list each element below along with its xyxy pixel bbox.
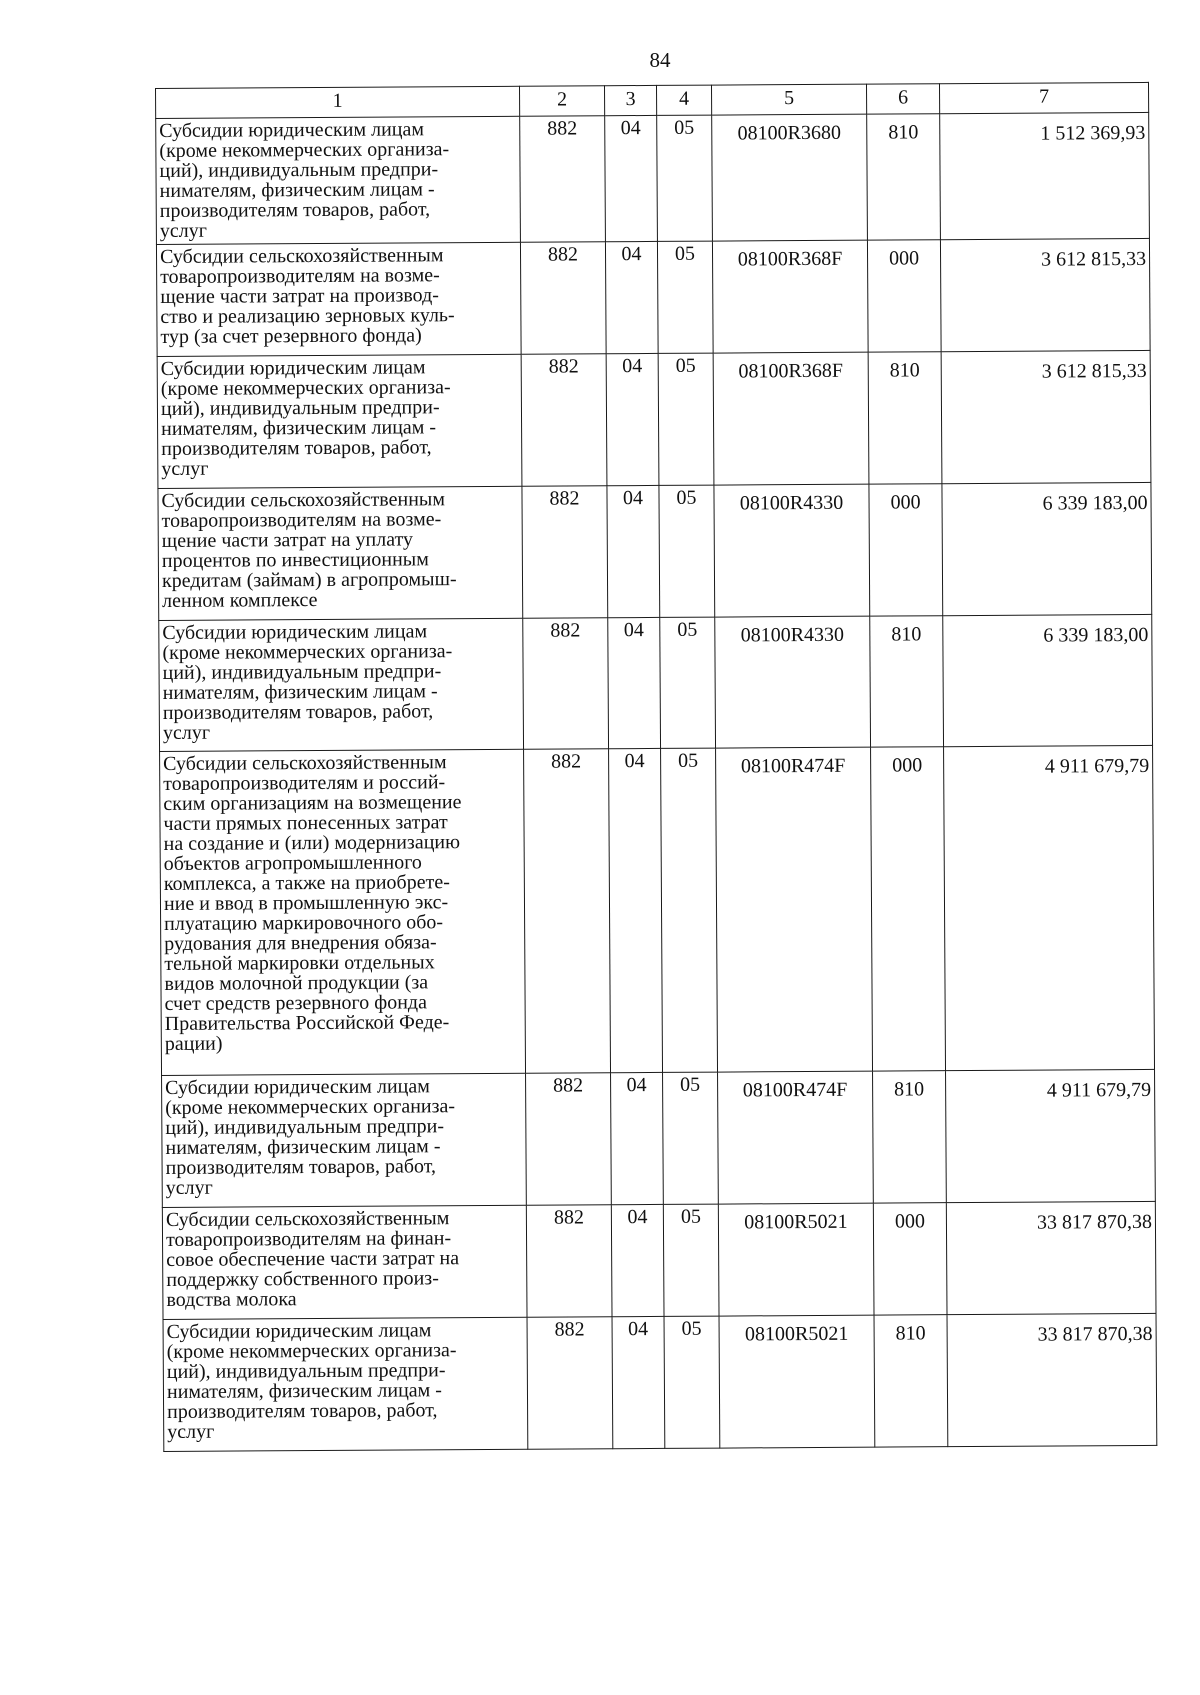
- target-article-cell: 08100R5021: [718, 1203, 874, 1316]
- expense-name: Субсидии юридическим лицам (кроме некоммерческих организа- ций), индивидуальным предпри- нимателям, физическим лицам - производителям товаров, работ, услуг: [165, 1075, 456, 1199]
- expense-name-cell: [156, 116, 521, 244]
- table-row: [162, 1201, 1156, 1319]
- ministry-code-cell: 882: [520, 242, 606, 355]
- column-header: 1: [156, 86, 520, 118]
- column-header: 3: [604, 85, 656, 115]
- target-article-cell: 08100R4330: [714, 484, 870, 617]
- ministry-code-cell: 882: [524, 749, 611, 1074]
- amount-cell: 3 612 815,33: [940, 238, 1150, 351]
- column-header: 5: [711, 84, 866, 115]
- section-code-cell: 04: [608, 617, 661, 748]
- ministry-code-cell: 882: [520, 116, 606, 243]
- expense-type-cell: 000: [867, 240, 941, 352]
- amount-cell: 4 911 679,79: [944, 745, 1155, 1070]
- target-article-cell: 08100R368F: [712, 240, 868, 353]
- subsection-code-cell: 05: [660, 617, 716, 748]
- expense-type-cell: 810: [870, 616, 944, 747]
- table-row: [156, 112, 1150, 244]
- expense-type-cell: 000: [871, 747, 946, 1071]
- expense-name-cell: [162, 1205, 527, 1319]
- expense-type-cell: 000: [873, 1203, 947, 1315]
- column-header: 6: [866, 84, 939, 114]
- target-article-cell: 08100R5021: [719, 1315, 875, 1448]
- ministry-code-cell: 882: [523, 618, 609, 750]
- expense-name-cell: [160, 749, 526, 1075]
- target-article-cell: 08100R4330: [715, 616, 871, 748]
- table-row: [159, 614, 1153, 751]
- subsection-code-cell: 05: [663, 1072, 719, 1204]
- expense-name-cell: [157, 354, 522, 488]
- expense-name-cell: [162, 1073, 527, 1207]
- section-code-cell: 04: [612, 1316, 665, 1448]
- subsection-code-cell: 05: [657, 241, 713, 353]
- section-code-cell: 04: [605, 115, 658, 241]
- expense-name-cell: [158, 486, 523, 620]
- expense-type-cell: 810: [867, 114, 941, 240]
- expense-name-cell: [156, 242, 521, 356]
- expense-name: Субсидии юридическим лицам (кроме некоммерческих организа- ций), индивидуальным предпри- нимателям, физическим лицам - производителям товаров, работ, услуг: [162, 620, 453, 744]
- amount-cell: 4 911 679,79: [946, 1069, 1156, 1202]
- subsection-code-cell: 05: [659, 485, 715, 617]
- section-code-cell: 04: [606, 353, 659, 485]
- amount-cell: 6 339 183,00: [943, 614, 1153, 746]
- section-code-cell: 04: [607, 485, 660, 617]
- ministry-code-cell: 882: [521, 354, 607, 487]
- expense-type-cell: 810: [873, 1071, 947, 1203]
- ministry-code-cell: 882: [526, 1073, 612, 1206]
- expense-name: Субсидии сельскохозяйственным товаропроизводителям и россий- ским организациям на возмещение части прямых понесенных затрат на создание и (или) модернизацию объектов агропромышленного комплекса, а также на приобрете- ние и ввод в промышленную экс- плуатацию маркировочного обо- рудования для внедрения обяза- тельной маркировки отдельных видов молочной продукции (за счет средств резервного фонда Правительства Российской Феде- рации): [163, 751, 462, 1055]
- section-code-cell: 04: [611, 1072, 664, 1204]
- section-code-cell: 04: [611, 1204, 664, 1316]
- target-article-cell: 08100R474F: [716, 747, 873, 1072]
- subsection-code-cell: 05: [664, 1316, 720, 1448]
- column-header: 7: [939, 82, 1148, 113]
- ministry-code-cell: 882: [527, 1317, 613, 1450]
- amount-cell: 1 512 369,93: [940, 112, 1150, 239]
- subsection-code-cell: 05: [661, 748, 718, 1072]
- section-code-cell: 04: [605, 241, 658, 353]
- expense-name-cell: [163, 1317, 528, 1451]
- budget-table: [155, 82, 1157, 1452]
- expense-name: Субсидии сельскохозяйственным товаропроизводителям на возме- щение части затрат на уплату процентов по инвестиционным кредитам (займам) в агропромыш- ленном комплексе: [161, 488, 457, 612]
- target-article-cell: 08100R368F: [713, 352, 869, 485]
- target-article-cell: 08100R474F: [718, 1071, 874, 1204]
- column-header: 4: [656, 85, 711, 115]
- expense-name: Субсидии сельскохозяйственным товаропроизводителям на финан- совое обеспечение части затрат на поддержку собственного произ- водства молока: [165, 1207, 460, 1311]
- amount-cell: 33 817 870,38: [946, 1201, 1156, 1314]
- expense-type-cell: 810: [868, 352, 942, 484]
- subsection-code-cell: 05: [663, 1204, 719, 1316]
- ministry-code-cell: 882: [526, 1205, 612, 1318]
- table-row: [157, 350, 1151, 488]
- section-code-cell: 04: [609, 748, 663, 1072]
- column-header: 2: [519, 86, 604, 117]
- table-row: [156, 238, 1150, 356]
- expense-name: Субсидии юридическим лицам (кроме некоммерческих организа- ций), индивидуальным предпри- нимателям, физическим лицам - производителям товаров, работ, услуг: [166, 1319, 457, 1443]
- amount-cell: 33 817 870,38: [947, 1313, 1157, 1446]
- table-row: [163, 1313, 1157, 1451]
- page-number: 84: [649, 48, 671, 72]
- subsection-code-cell: 05: [657, 115, 713, 241]
- target-article-cell: 08100R3680: [712, 114, 868, 241]
- ministry-code-cell: 882: [522, 486, 608, 619]
- table-row: [160, 745, 1155, 1075]
- expense-name: Субсидии юридическим лицам (кроме некоммерческих организа- ций), индивидуальным предпри- нимателям, физическим лицам - производителям товаров, работ, услуг: [159, 118, 450, 242]
- expense-type-cell: 810: [874, 1315, 948, 1447]
- expense-name-cell: [159, 618, 524, 751]
- amount-cell: 3 612 815,33: [941, 350, 1151, 483]
- expense-type-cell: 000: [869, 484, 943, 616]
- expense-name: Субсидии юридическим лицам (кроме некоммерческих организа- ций), индивидуальным предпри- нимателям, физическим лицам - производителям товаров, работ, услуг: [160, 356, 451, 480]
- expense-name: Субсидии сельскохозяйственным товаропроизводителям на возме- щение части затрат на производ- ство и реализацию зерновых куль- тур (за счет резервного фонда): [159, 244, 455, 348]
- table-row: [162, 1069, 1156, 1207]
- table-row: [158, 482, 1152, 620]
- amount-cell: 6 339 183,00: [942, 482, 1152, 615]
- subsection-code-cell: 05: [658, 353, 714, 485]
